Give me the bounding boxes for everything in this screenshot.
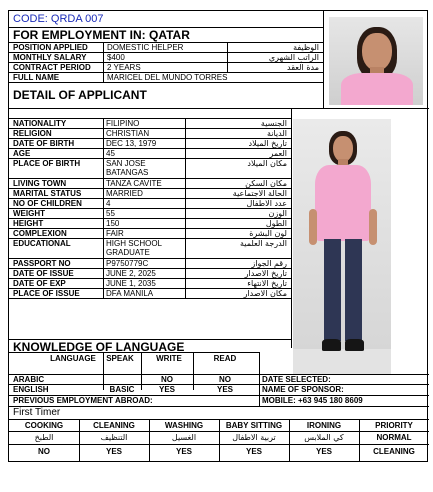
detail-label: PLACE OF BIRTH — [13, 159, 81, 168]
skill-arabic-label: NORMAL — [376, 433, 412, 442]
detail-arabic-label: العمر — [269, 149, 287, 158]
job-value: DOMESTIC HELPER — [107, 43, 184, 52]
divider — [149, 419, 150, 461]
job-label: FULL NAME — [13, 73, 60, 82]
skill-arabic-label: الغسيل — [171, 433, 197, 442]
skill-header: WASHING — [164, 421, 204, 430]
detail-label: EDUCATIONAL — [13, 239, 71, 248]
language-english: ENGLISH — [13, 385, 49, 394]
language-title: KNOWLEDGE OF LANGUAGE — [13, 340, 185, 354]
date-selected-label: DATE SELECTED: — [262, 375, 331, 384]
detail-label: DATE OF EXP — [13, 279, 66, 288]
divider — [9, 298, 291, 299]
job-arabic-label: الوظيفة — [293, 43, 319, 52]
divider — [9, 108, 429, 109]
job-label: POSITION APPLIED — [13, 43, 88, 52]
applicant-headshot-photo — [329, 17, 423, 105]
detail-label: WEIGHT — [13, 209, 45, 218]
job-value: 2 YEARS — [107, 63, 141, 72]
detail-arabic-label: الجنسية — [260, 119, 287, 128]
job-label: MONTHLY SALARY — [13, 53, 87, 62]
skill-arabic-label: الطبخ — [34, 433, 54, 442]
details-title: DETAIL OF APPLICANT — [13, 88, 147, 102]
job-value: MARICEL DEL MUNDO TORRES — [107, 73, 228, 82]
divider — [219, 419, 220, 461]
detail-arabic-label: رقم الجواز — [251, 259, 287, 268]
detail-value: DFA MANILA — [106, 289, 154, 298]
skill-header: COOKING — [24, 421, 64, 430]
skill-value: YES — [245, 447, 262, 456]
divider — [9, 352, 259, 353]
detail-value: 55 — [106, 209, 115, 218]
previous-employment-value: First Timer — [13, 407, 61, 418]
language-arabic-write: NO — [161, 375, 173, 384]
divider — [9, 82, 323, 83]
language-header-read: READ — [213, 354, 237, 363]
divider — [103, 43, 104, 83]
detail-label: NATIONALITY — [13, 119, 67, 128]
skill-value: YES — [105, 447, 122, 456]
detail-arabic-label: تاريخ الاصدار — [244, 269, 287, 278]
detail-label: RELIGION — [13, 129, 52, 138]
language-english-write: YES — [158, 385, 175, 394]
sponsor-name-label: NAME OF SPONSOR: — [262, 385, 344, 394]
divider — [359, 419, 360, 461]
divider — [289, 419, 290, 461]
application-form — [8, 10, 428, 462]
divider — [79, 419, 80, 461]
job-value: $400 — [107, 53, 125, 62]
language-header-speak: SPEAK — [106, 354, 134, 363]
skill-header: CLEANING — [93, 421, 135, 430]
detail-value: MARRIED — [106, 189, 143, 198]
photo-column-divider — [291, 108, 292, 348]
language-english-speak: BASIC — [109, 385, 135, 394]
divider — [9, 339, 291, 340]
detail-value: FAIR — [106, 229, 124, 238]
divider — [227, 43, 228, 73]
previous-employment-label: PREVIOUS EMPLOYMENT ABROAD: — [13, 396, 153, 405]
detail-arabic-label: الحالة الاجتماعية — [232, 189, 287, 198]
detail-label: LIVING TOWN — [13, 179, 67, 188]
divider — [9, 444, 429, 445]
applicant-fullbody-photo — [293, 119, 391, 375]
code-label: CODE: QRDA 007 — [13, 13, 104, 25]
detail-arabic-label: تاريخ الميلاد — [248, 139, 287, 148]
skill-arabic-label: تربية الاطفال — [232, 433, 276, 442]
detail-arabic-label: مكان السكن — [245, 179, 287, 188]
detail-value: DEC 13, 1979 — [106, 139, 157, 148]
detail-arabic-label: الوزن — [268, 209, 287, 218]
detail-label: HEIGHT — [13, 219, 44, 228]
detail-value: 4 — [106, 199, 111, 208]
detail-value: JUNE 1, 2035 — [106, 279, 156, 288]
skill-value: NO — [38, 447, 50, 456]
detail-arabic-label: الدرجة العلمية — [240, 239, 287, 248]
detail-arabic-label: مكان الميلاد — [247, 159, 287, 168]
mobile-number: MOBILE: +63 945 180 8609 — [262, 396, 363, 405]
detail-value: TANZA CAVITE — [106, 179, 162, 188]
detail-arabic-label: الطول — [265, 219, 287, 228]
divider — [185, 118, 186, 299]
detail-arabic-label: لون البشرة — [249, 229, 287, 238]
language-english-read: YES — [216, 385, 233, 394]
skill-value: YES — [175, 447, 192, 456]
skill-value: YES — [315, 447, 332, 456]
detail-arabic-label: عدد الاطفال — [246, 199, 287, 208]
language-header-language: LANGUAGE — [50, 354, 96, 363]
detail-label: DATE OF BIRTH — [13, 139, 75, 148]
divider — [103, 118, 104, 299]
skill-header: BABY SITTING — [225, 421, 283, 430]
detail-value: HIGH SCHOOL — [106, 239, 163, 248]
detail-value: JUNE 2, 2025 — [106, 269, 156, 278]
skill-arabic-label: التنظيف — [100, 433, 128, 442]
job-arabic-label: مدة العقد — [287, 63, 319, 72]
job-arabic-label: الراتب الشهري — [268, 53, 319, 62]
language-header-write: WRITE — [156, 354, 182, 363]
employment-title: FOR EMPLOYMENT IN: QATAR — [13, 28, 190, 42]
detail-value: SAN JOSE — [106, 159, 146, 168]
detail-arabic-label: تاريخ الانتهاء — [247, 279, 287, 288]
detail-label: DATE OF ISSUE — [13, 269, 74, 278]
skill-arabic-label: كي الملابس — [304, 433, 344, 442]
detail-value: 45 — [106, 149, 115, 158]
detail-arabic-label: مكان الاصدار — [243, 289, 287, 298]
detail-value: P9750779C — [106, 259, 149, 268]
detail-value: FILIPINO — [106, 119, 140, 128]
detail-value-continued: BATANGAS — [106, 168, 149, 177]
detail-label: MARITAL STATUS — [13, 189, 82, 198]
detail-label: AGE — [13, 149, 31, 158]
skill-header: IRONING — [306, 421, 342, 430]
divider — [9, 431, 429, 432]
detail-value-continued: GRADUATE — [106, 248, 150, 257]
language-arabic: ARABIC — [13, 375, 45, 384]
language-arabic-read: NO — [219, 375, 231, 384]
detail-value: CHRISTIAN — [106, 129, 150, 138]
detail-label: PLACE OF ISSUE — [13, 289, 80, 298]
skill-header: PRIORITY — [375, 421, 413, 430]
detail-label: COMPLEXION — [13, 229, 67, 238]
detail-label: PASSPORT NO — [13, 259, 71, 268]
skill-value: CLEANING — [373, 447, 415, 456]
detail-value: 150 — [106, 219, 120, 228]
job-label: CONTRACT PERIOD — [13, 63, 91, 72]
detail-arabic-label: الديانة — [266, 129, 287, 138]
divider — [259, 384, 260, 406]
detail-label: NO OF CHILDREN — [13, 199, 82, 208]
